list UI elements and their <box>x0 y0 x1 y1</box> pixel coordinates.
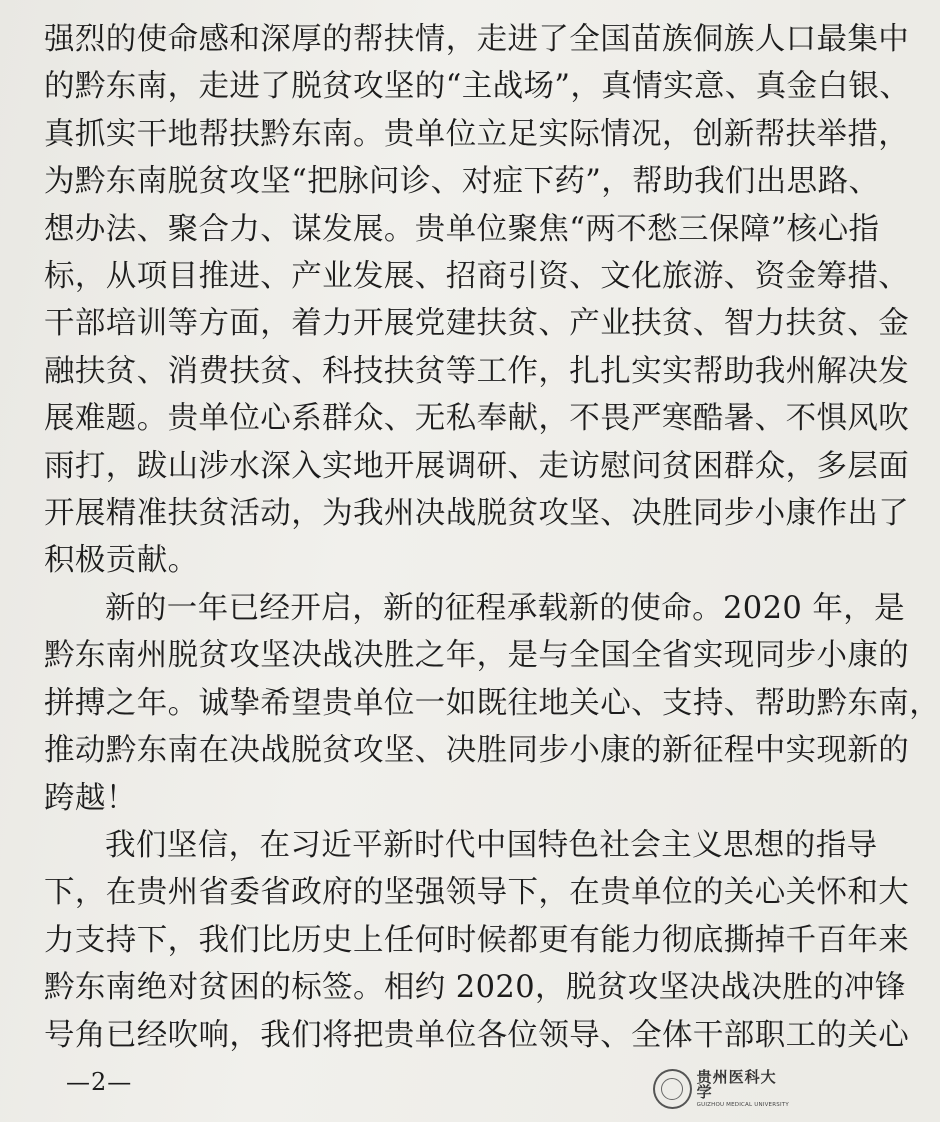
text-line: 推动黔东南在决战脱贫攻坚、决胜同步小康的新征程中实现新的 <box>44 733 910 769</box>
text-line: 强烈的使命感和深厚的帮扶情，走进了全国苗族侗族人口最集中 <box>44 22 910 57</box>
text-line: 展难题。贵单位心系群众、无私奉献，不畏严寒酷暑、不惧风吹 <box>44 401 910 437</box>
university-seal-icon <box>653 1069 692 1109</box>
text-line: 我们坚信，在习近平新时代中国特色社会主义思想的指导 <box>105 827 878 863</box>
page-number: —2— <box>66 1068 133 1096</box>
text-line: 标，从项目推进、产业发展、招商引资、文化旅游、资金筹措、 <box>44 259 910 295</box>
university-name-en: GUIZHOU MEDICAL UNIVERSITY <box>696 1101 789 1108</box>
text-line: 积极贡献。 <box>44 543 199 579</box>
text-line: 黔东南绝对贫困的标签。相约 2020，脱贫攻坚决战决胜的冲锋 <box>44 970 906 1006</box>
university-name <box>696 1067 789 1109</box>
text-line: 开展精准扶贫活动，为我州决战脱贫攻坚、决胜同步小康作出了 <box>44 496 910 532</box>
university-watermark <box>653 1066 789 1112</box>
text-line: 干部培训等方面，着力开展党建扶贫、产业扶贫、智力扶贫、金 <box>44 306 910 342</box>
text-line: 力支持下，我们比历史上任何时候都更有能力彻底撕掉千百年来 <box>44 922 910 958</box>
paragraph-1 <box>44 16 911 585</box>
text-line: 下，在贵州省委省政府的坚强领导下，在贵单位的关心关怀和大 <box>44 875 910 911</box>
text-line: 跨越！ <box>44 780 137 816</box>
text-line: 融扶贫、消费扶贫、科技扶贫等工作，扎扎实实帮助我州解决发 <box>44 353 910 389</box>
text-line: 为黔东南脱贫攻坚“把脉问诊、对症下药”，帮助我们出思路、 <box>44 164 880 200</box>
text-line: 雨打，跋山涉水深入实地开展调研、走访慰问贫困群众，多层面 <box>44 448 910 484</box>
text-line: 真抓实干地帮扶黔东南。贵单位立足实际情况，创新帮扶举措， <box>44 116 910 152</box>
text-line: 号角已经吹响，我们将把贵单位各位领导、全体干部职工的关心 <box>44 1017 910 1053</box>
paragraph-2 <box>44 585 940 822</box>
text-line: 黔东南州脱贫攻坚决战决胜之年，是与全国全省实现同步小康的 <box>44 638 910 674</box>
university-name-cn: 贵州医科大学 <box>696 1067 777 1101</box>
text-line: 拼搏之年。诚挚希望贵单位一如既往地关心、支持、帮助黔东南， <box>44 685 940 721</box>
text-line: 想办法、聚合力、谋发展。贵单位聚焦“两不愁三保障”核心指 <box>44 211 880 247</box>
text-line: 新的一年已经开启，新的征程承载新的使命。2020 年，是 <box>105 590 906 626</box>
text-line: 的黔东南，走进了脱贫攻坚的“主战场”，真情实意、真金白银、 <box>44 69 911 105</box>
letter-body <box>44 16 940 1059</box>
paragraph-3 <box>44 822 910 1059</box>
